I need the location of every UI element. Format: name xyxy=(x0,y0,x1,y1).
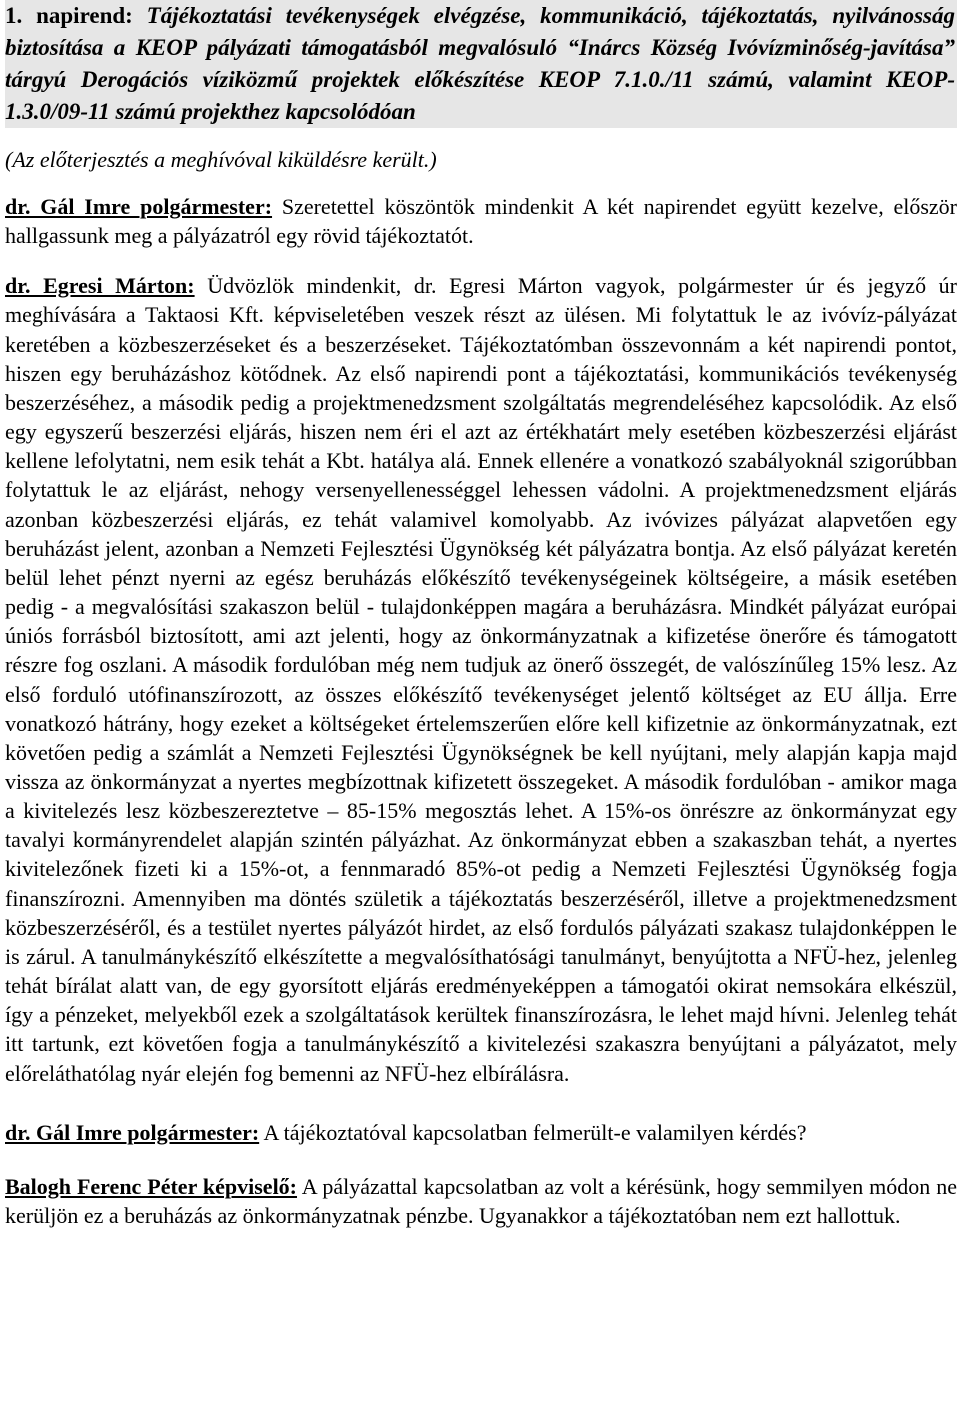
speaker-name: Balogh Ferenc Péter képviselő: xyxy=(5,1173,298,1199)
speaker-name: dr. Gál Imre polgármester: xyxy=(5,194,273,219)
speech-paragraph xyxy=(5,1172,957,1230)
speech-text: A tájékoztatóval kapcsolatban felmerült-e valamilyen kérdés? xyxy=(259,1119,807,1145)
agenda-item-heading xyxy=(5,0,957,128)
speech-text: Üdvözlök mindenkit, dr. Egresi Márton vagyok, polgármester úr és jegyző úr meghívására a Taktaosi Kft. képviseletében veszek részt az ülésen. Mi folytattuk le az ivóvíz-pályázat keretében a közbeszerzéseket és a beszerzéseket. Tájékoztatómban összevonnám a két napirendi pontot, hiszen egy beruházáshoz kötődnek. Az első napirendi pont a tájékoztatási, kommunikációs tevékenység beszerzéséhez, a második pedig a projektmenedzsment szolgáltatás megrendeléséhez kapcsolódik. Az első egy egyszerű beszerzési eljárás, hiszen nem éri el azt az értékhatárt mely esetében közbeszerzési eljárást kellene lefolytatni, nem esik tehát a Kbt. hatálya alá. Ennek ellenére a vonatkozó szabályoknál szigorúbban folytattuk le az eljárást, nehogy versenyellenességgel lehessen vádolni. A projektmenedzsment eljárás azonban közbeszerzési eljárás, ez tehát valamivel komolyabb. Az ivóvizes pályázat alapvetően egy beruházást jelent, azonban a Nemzeti Fejlesztési Ügynökség két pályázatra bontja. Az első pályázat keretén belül lehet pénzt nyerni az egész beruházás előkészítő tevékenységeinek költségeire, a másik esetében pedig - a megvalósítási szakaszon belül - tulajdonképpen magára a beruházásra. Mindkét pályázat európai úniós forrásból biztosított, ami azt jelenti, hogy az önkormányzatnak a kifizetése önerőre és támogatott részre fog oszlani. A második fordulóban még nem tudjuk az önerő összegét, de valószínűleg 15% lesz. Az első forduló utófinanszírozott, az összes előkészítő tevékenységet jelentő költséget az EU állja. Erre vonatkozó hátrány, hogy ezeket a költségeket értelemszerűen előre kell kifizetnie az önkormányzatnak, ezt követően pedig a számlát a Nemzeti Fejlesztési Ügynökségnek be kell nyújtani, mely alapján kapja majd vissza az önkormányzat a nyertes megbízottnak kifizetett összegeket. A második fordulóban - amikor maga a kivitelezés lesz közbeszereztetve – 85-15% megosztás lehet. A 15%-os önrészre az önkormányzat egy tavalyi kormányrendelet alapján szintén pályázhat. Az önkormányzat ebben a szakaszban tehát, a nyertes kivitelezőnek fizeti ki a 15%-ot, a fennmaradó 85%-ot pedig a Nemzeti Fejlesztési Ügynökség fogja finanszírozni. Amennyiben ma döntés születik a tájékoztatás beszerzéséről, illetve a projektmenedzsment közbeszerzéséről, és a testület nyertes pályázót hirdet, az első fordulós pályázati szakasz tulajdonképpen le is zárul. A tanulmánykészítő elkészítette a megvalósíthatósági tanulmányt, benyújtotta a NFÜ-hez, jelenleg tehát bírálat alatt van, de egy gyorsított eljárás eredményeképpen a támogatói okirat nemsokára elkészül, így a pénzeket, melyekből ezek a szolgáltatások kerültek finanszírozásra, le lehet majd hívni. Jelenleg tehát itt tartunk, ezt követően fogja a tanulmánykészítő a kivitelezési szakaszra benyújtani a pályázatot, mely előreláthatólag nyár elején fog bemenni az NFÜ-hez elbírálásra. xyxy=(5,273,957,1086)
speech-paragraph xyxy=(5,1118,957,1147)
agenda-title: Tájékoztatási tevékenységek elvégzése, kommunikáció, tájékoztatás, nyilvánosság biztosítása a KEOP pályázati támogatásból megvalósuló “Inárcs Község Ivóvízminőség-javítása” tárgyú Derogációs víziközmű projektek előkészítése KEOP 7.1.0./11 számú, valamint KEOP-1.3.0/09-11 számú projekthez kapcsolódóan xyxy=(5,3,956,124)
speech-paragraph xyxy=(5,271,957,1087)
speech-text: A pályázattal kapcsolatban az volt a kérésünk, hogy semmilyen módon ne kerüljön ez a beruházás az önkormányzatnak pénzbe. Ugyanakkor a tájékoztatóban nem ezt hallottuk. xyxy=(5,1173,957,1228)
speech-text: Szeretettel köszöntök mindenkit A két napirendet együtt kezelve, először hallgassunk meg a pályázatról egy rövid tájékoztatót. xyxy=(5,194,958,249)
submission-note: (Az előterjesztés a meghívóval kiküldésre került.) xyxy=(5,147,437,172)
agenda-number: 1. napirend: xyxy=(5,3,147,28)
speaker-name: dr. Gál Imre polgármester: xyxy=(5,1119,260,1145)
speech-paragraph xyxy=(5,192,957,250)
speaker-name: dr. Egresi Márton: xyxy=(5,273,195,299)
